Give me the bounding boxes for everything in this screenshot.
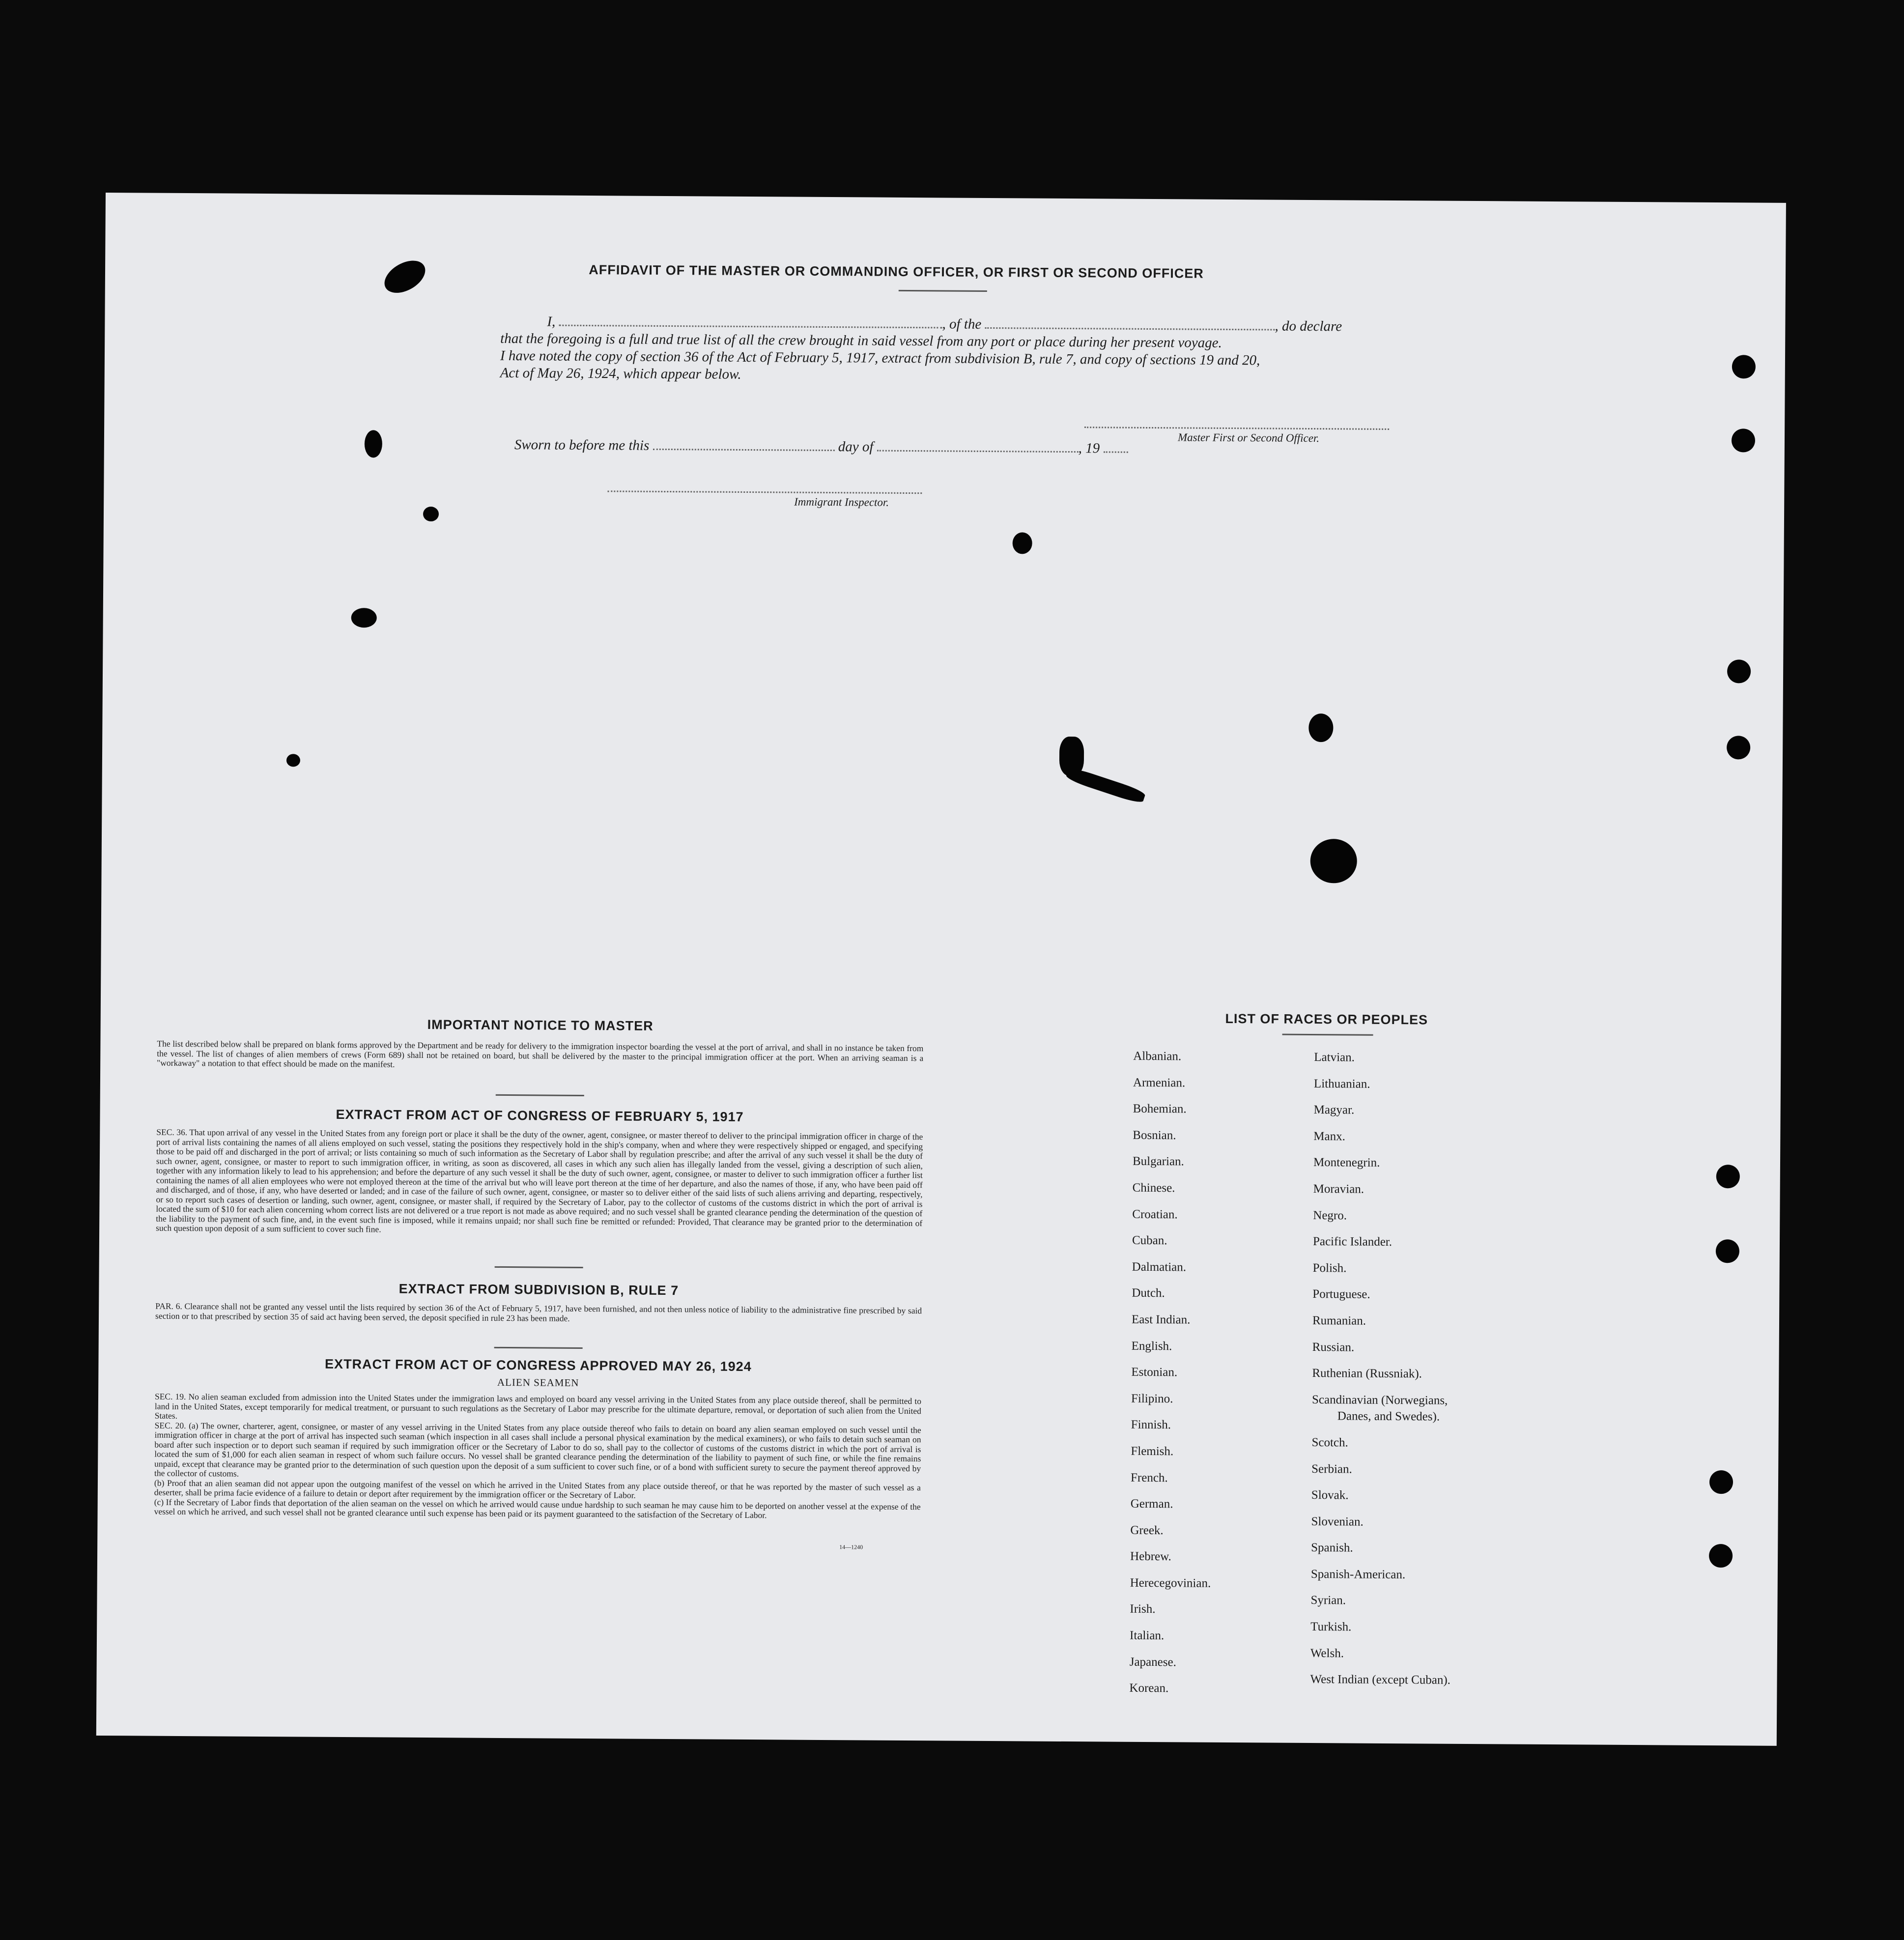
sec-19: SEC. 19. No alien seaman excluded from admission into the United States under the immigration laws and employed on board any vessel arriving in the United States from any place outside thereof, shall be permitted to land in the United States, except temporarily for medical treatment, or pursuant to such regulations as the Secretary of Labor may prescribe for the ultimate departure, removal, or deportation of such alien from the United States. (154, 1391, 922, 1421)
sworn-text: Sworn to before me this (514, 437, 650, 454)
race-entry: Polish. (1312, 1261, 1347, 1275)
race-entry: Estonian. (1131, 1365, 1178, 1379)
race-entry: Filipino. (1131, 1392, 1173, 1406)
race-entry: Croatian. (1132, 1207, 1178, 1221)
race-entry: Magyar. (1313, 1103, 1355, 1117)
race-entry: Pacific Islander. (1312, 1235, 1392, 1249)
race-entry: Turkish. (1310, 1620, 1352, 1634)
ink-blot (286, 754, 300, 767)
race-entry: Negro. (1313, 1208, 1347, 1223)
sworn-month-blank (877, 439, 1079, 453)
line2: that the foregoing is a full and true list of all the crew brought in said vessel from any port or place during her present voyage. (500, 330, 1222, 351)
ink-blot (379, 254, 430, 299)
ink-blot (423, 507, 439, 521)
race-entry: Armenian. (1133, 1076, 1186, 1090)
year-text: , 19 (1078, 440, 1100, 456)
sworn-day-blank (653, 438, 834, 451)
vessel-blank (985, 316, 1275, 331)
race-entry: Danes, and Swedes). (1337, 1409, 1440, 1424)
extract-1917-title: EXTRACT FROM ACT OF CONGRESS OF FEBRUARY 5, 1917 (336, 1107, 744, 1124)
race-entry: Syrian. (1310, 1594, 1346, 1607)
race-entry: Moravian. (1313, 1182, 1364, 1196)
punch-hole (1732, 355, 1756, 378)
punch-hole (1709, 1470, 1733, 1494)
day-of-text: day of (838, 439, 874, 455)
divider (495, 1266, 583, 1268)
punch-hole (1727, 736, 1750, 759)
punch-hole (1716, 1239, 1739, 1263)
sec-20a: SEC. 20. (a) The owner, charterer, agent, consignee, or master of any vessel arriving in the United States from any place outside thereof who fails to detain on board any alien seaman employed on such vessel until the immigration officer in charge at the port of arrival has inspected such seaman (which inspection in all cases shall include a personal physical examination by the medical examiners), or who fails to detain such seaman on board after such inspection or to deport such seaman if required by such immigration officer or the Secretary of Labor to do so, shall pay to the collector of customs of the customs district in which the port of arrival is located the sum of $1,000 for each alien seaman in respect of whom such failure occurs. No vessel shall be granted clearance pending the determination of the liability to payment of such fine, or while the fine remains unpaid, except that clearance may be granted prior to the determination of such question upon the deposit of a sum sufficient to cover such fine, or of a bond with sufficient surety to secure the payment thereof approved by the collector of customs. (154, 1420, 921, 1479)
race-entry: Irish. (1130, 1602, 1156, 1616)
sec-20b: (b) Proof that an alien seaman did not appear upon the outgoing manifest of the vessel on which he arrived in the United States from any place outside thereof, or that he was reported by the master of such vessel as a deserter, shall be prima facie evidence of a failure to detain or deport after requirement by the immigration officer or the Secretary of Labor. (154, 1478, 921, 1500)
race-entry: Slovak. (1311, 1488, 1349, 1502)
race-entry: Chinese. (1132, 1181, 1175, 1195)
notice-title: IMPORTANT NOTICE TO MASTER (427, 1017, 654, 1033)
race-entry: Serbian. (1311, 1462, 1352, 1476)
sec-20c: (c) If the Secretary of Labor finds that deportation of the alien seaman on the vessel on which he arrived would cause undue hardship to such seaman he may cause him to be deported on another vessel at the expense of the vessel on which he arrived, and such vessel shall not be granted clearance until such expense has been paid or its payment guaranteed to the satisfaction of the Secretary of Labor. (154, 1497, 921, 1520)
extract-1924-body (154, 1392, 922, 1521)
subdivision-title: EXTRACT FROM SUBDIVISION B, RULE 7 (398, 1281, 679, 1298)
line1-declare: , do declare (1275, 318, 1342, 335)
race-entry: Korean. (1129, 1682, 1169, 1695)
punch-hole (1709, 1544, 1733, 1568)
race-entry: Rumanian. (1312, 1313, 1366, 1328)
race-entry: Japanese. (1129, 1655, 1176, 1669)
races-column-2 (1310, 1044, 1569, 1694)
line1-i: I, (547, 314, 556, 330)
race-entry: Flemish. (1131, 1444, 1174, 1458)
race-entry: Manx. (1313, 1129, 1345, 1143)
divider (494, 1347, 583, 1349)
subdivision-body: PAR. 6. Clearance shall not be granted any vessel until the lists required by section 36 of the Act of February 5, 1917, have been furnished, and not then unless notice of liability to the administrative fine prescribed by said section or to that prescribed by section 35 of said act having been served, the deposit specified in rule 23 has been made. (155, 1301, 922, 1323)
affidavit-title: AFFIDAVIT OF THE MASTER OR COMMANDING OFFICER, OR FIRST OR SECOND OFFICER (589, 262, 1204, 281)
race-entry: Lithuanian. (1313, 1077, 1370, 1091)
race-entry: Albanian. (1133, 1049, 1182, 1063)
race-entry: Ruthenian (Russniak). (1312, 1367, 1422, 1381)
line1-of-the: , of the (942, 316, 982, 332)
line4: Act of May 26, 1924, which appear below. (500, 365, 741, 382)
ink-blot (1065, 766, 1146, 805)
sworn-year-blank (1103, 440, 1128, 453)
race-entry: Bohemian. (1133, 1102, 1187, 1116)
extract-1924-title: EXTRACT FROM ACT OF CONGRESS APPROVED MAY 26, 1924 (325, 1356, 752, 1374)
ink-blot (1310, 839, 1357, 884)
race-entry: Bulgarian. (1132, 1155, 1184, 1169)
race-entry: Hebrew. (1130, 1550, 1171, 1564)
race-entry: Latvian. (1314, 1051, 1355, 1064)
race-entry: West Indian (except Cuban). (1310, 1673, 1451, 1687)
race-entry: Russian. (1312, 1340, 1355, 1354)
races-title: LIST OF RACES OR PEOPLES (1225, 1011, 1428, 1027)
race-entry: Welsh. (1310, 1646, 1344, 1660)
race-entry: Dutch. (1132, 1286, 1165, 1300)
races-column-1 (1129, 1043, 1295, 1703)
race-entry: Portuguese. (1312, 1287, 1370, 1302)
race-entry: Cuban. (1132, 1233, 1167, 1248)
divider (1282, 1034, 1373, 1036)
divider (899, 290, 987, 292)
document-page (96, 193, 1786, 1746)
race-entry: Greek. (1130, 1523, 1164, 1537)
race-entry: Finnish. (1131, 1418, 1171, 1432)
race-entry: Italian. (1130, 1628, 1165, 1643)
race-entry: Scandinavian (Norwegians, (1311, 1393, 1448, 1407)
punch-hole (1732, 428, 1755, 452)
race-entry: French. (1130, 1471, 1168, 1484)
race-entry: Dalmatian. (1132, 1260, 1187, 1274)
race-entry: East Indian. (1131, 1312, 1191, 1327)
ink-blot (365, 430, 382, 457)
master-signature-line (1084, 427, 1389, 430)
ink-blot (351, 608, 377, 628)
ink-blot (1308, 713, 1333, 742)
race-entry: German. (1130, 1497, 1173, 1511)
ink-blot (1013, 532, 1032, 554)
name-blank (559, 314, 942, 329)
race-entry: Spanish-American. (1310, 1567, 1406, 1582)
form-number: 14—1240 (839, 1543, 863, 1551)
race-entry: Spanish. (1311, 1541, 1353, 1555)
extract-1924-subtitle: ALIEN SEAMEN (497, 1376, 579, 1389)
race-entry: Slovenian. (1311, 1514, 1364, 1529)
race-entry: Montenegrin. (1313, 1156, 1380, 1170)
notice-body: The list described below shall be prepared on blank forms approved by the Department and be ready for delivery to the immigration inspector boarding the vessel at the port of arrival, and shall in no instance be taken from the vessel. The list of changes of alien members of crews (Form 689) shall not be retained on board, but shall be delivered by the master to the principal immigration officer at the port. When an arriving seaman is a "workaway" a notation to that effect should be made on the manifest. (157, 1038, 924, 1069)
race-entry: English. (1131, 1339, 1172, 1353)
sworn-line (514, 437, 1128, 457)
master-label: Master First or Second Officer. (1177, 431, 1320, 445)
race-entry: Herecegovinian. (1130, 1576, 1211, 1590)
race-entry: Bosnian. (1133, 1128, 1176, 1142)
divider (496, 1094, 584, 1096)
punch-hole (1727, 659, 1751, 683)
inspector-signature-line (607, 490, 922, 494)
punch-hole (1716, 1165, 1740, 1188)
race-entry: Scotch. (1311, 1435, 1348, 1450)
inspector-label: Immigrant Inspector. (794, 495, 889, 509)
line3: I have noted the copy of section 36 of the Act of February 5, 1917, extract from subdivision B, rule 7, and copy of sections 19 and 20, (500, 347, 1260, 369)
affidavit-declaration (500, 313, 1342, 387)
extract-1917-body: SEC. 36. That upon arrival of any vessel in the United States from any foreign port or place it shall be the duty of the owner, agent, consignee, or master thereof to deliver to the principal immigration officer in charge of the port of arrival lists containing the names of all aliens employed on such vessel, stating the positions they respectively hold in the ship's company, when and where they were respectively shipped or engaged, and specifying those to be paid off and discharged in the port of arrival; or lists containing so much of such information as the Secretary of Labor shall by regulation prescribe; and after the arrival of any such vessel it shall be the duty of such owner, agent, consignee, or master to report to such immigration officer, in writing, as soon as discovered, all cases in which any such alien has illegally landed from the vessel, giving a description of such alien, together with any information likely to lead to his apprehension; and before the departure of any such vessel it shall be the duty of such owner, agent, consignee, or master to deliver to such immigration officer a further list containing the names of all alien employees who were not employed thereon at the time of the arrival but who will leave port thereon at the time of her departure, and also the names of those, if any, who have been paid off and discharged, and of those, if any, who have deserted or landed; and in case of the failure of such owner, agent, consignee, or master so to deliver either of the said lists of such aliens arriving and departing, respectively, or so to report such cases of desertion or landing, such owner, agent, consignee, or master shall, if required by the Secretary of Labor, pay to the collector of customs of the customs district in which the port of arrival is located the sum of $10 for each alien concerning whom correct lists are not delivered or a true report is not made as above required; and no such vessel shall be granted clearance pending the determination of the question of the liability to the payment of such fine, and, in the event such fine is imposed, while it remains unpaid; nor shall such fine be remitted or refunded: Provided, That clearance may be granted prior to the determination of such question upon deposit of a sum sufficient to cover such fine. (156, 1127, 923, 1234)
